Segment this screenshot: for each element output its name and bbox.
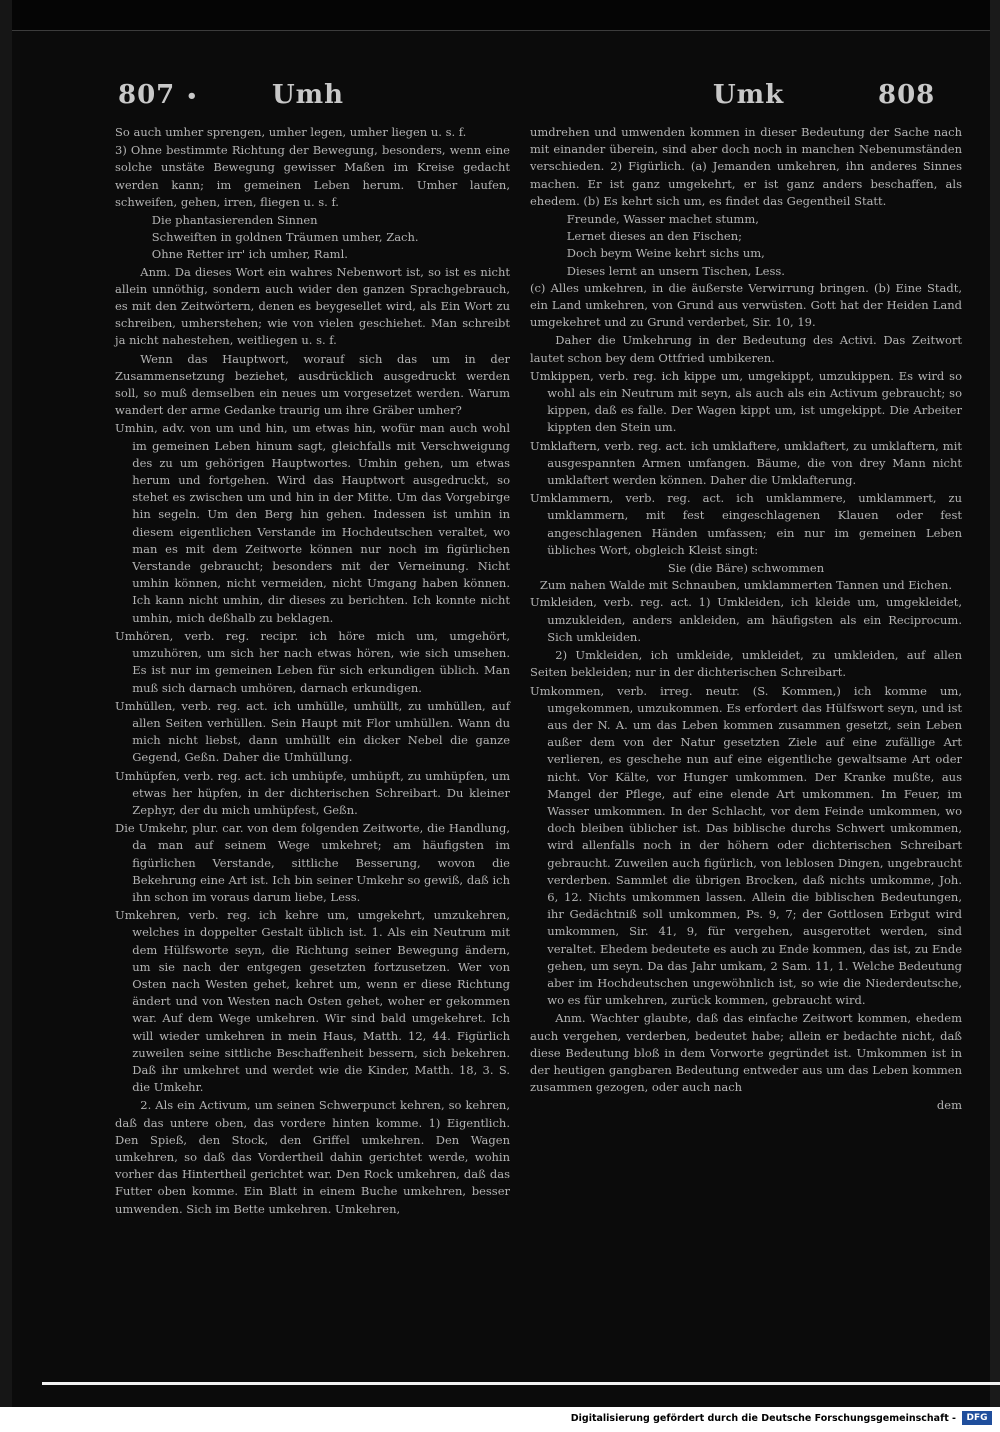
dictionary-entry: Umhüllen, verb. reg. act. ich umhülle, umhüllt, zu umhüllen, auf allen Seiten verhüllen. Sein Haupt mit Flor umhüllen. Wann du mich nicht liebst, dann umhüllt ein dicker Nebel die ganze Gegend, Geßn. Daher die Umhüllung. bbox=[115, 698, 510, 765]
bottom-rule bbox=[42, 1382, 1000, 1385]
verse-line: Lernet dieses an den Fischen; bbox=[566, 229, 742, 244]
verse-line: Doch beym Weine kehrt sichs um, bbox=[566, 246, 765, 261]
dictionary-entry: Umkehren, verb. reg. ich kehre um, umgekehrt, umzukehren, welches in doppelter Gestalt üblich ist. 1. Als ein Neutrum mit dem Hülfsworte seyn, die Richtung seiner Bewegung ändern, um sie nach der entgegen gesetzten fortzusetzen. Wer von Osten nach Westen gehet, kehret um, wenn er diese Richtung ändert und von Westen nach Osten gehet, woher er gekommen war. Auf dem Wege umkehren. Wir sind bald umgekehret. Ich will wieder umkehren in mein Haus, Matth. 12, 44. Figürlich zuweilen seine sittliche Beschaffenheit bessern, sich bekehren. Daß ihr umkehret und werdet wie die Kinder, Matth. 18, 3. S. die Umkehr. bbox=[115, 908, 510, 1095]
verse-line: Ohne Retter irr' ich umher, Raml. bbox=[151, 247, 348, 262]
right-page-number: 808 bbox=[878, 80, 936, 110]
paragraph: So auch umher sprengen, umher legen, umher liegen u. s. f. bbox=[115, 125, 467, 139]
paragraph: 2. Als ein Activum, um seinen Schwerpunct kehren, so kehren, daß das untere oben, das vordere hinten komme. 1) Eigentlich. Den Spieß, den Stock, den Griffel umkehren. Den Wagen umkehren, so daß das Vordertheil dahin gerichtet werde, wohin vorher das Hintertheil gerichtet war. Den Rock umkehren, daß das Futter oben komme. Ein Blatt in einem Buche umkehren, besser umwenden. Sich im Bette umkehren. Umkehren, bbox=[115, 1098, 510, 1216]
dictionary-entry: Umkleiden, verb. reg. act. 1) Umkleiden, ich kleide um, umgekleidet, umzukleiden, anders ankleiden, am häufigsten als ein Reciprocum. Sich umkleiden. bbox=[530, 595, 962, 644]
dictionary-entry: Umklammern, verb. reg. act. ich umklammere, umklammert, zu umklammern, mit fest eingeschlagenen Klauen oder fest angeschlagenen Händen umfassen; ein nur im gemeinen Leben übliches Wort, obgleich Kleist singt: bbox=[530, 491, 962, 557]
right-running-head: Umk bbox=[713, 80, 785, 110]
dfg-logo-icon: DFG bbox=[962, 1411, 992, 1425]
catchword: dem bbox=[936, 1098, 962, 1113]
annotation: Anm. Da dieses Wort ein wahres Nebenwort ist, so ist es nicht allein unnöthig, sondern auch wider den ganzen Sprachgebrauch, es mit den Zeitwörtern, denen es beygesellet wird, als Ein Wort zu schreiben, umherstehen; wie von vielen geschiehet. Man schreibt ja nicht nahestehen, weitliegen u. s. f. bbox=[115, 264, 510, 348]
verse-line: Schweiften in goldnen Träumen umher, Zach. bbox=[151, 230, 419, 245]
left-running-head: Umh bbox=[272, 80, 345, 110]
verse-line: Freunde, Wasser machet stumm, bbox=[566, 212, 759, 227]
dictionary-entry: Umkippen, verb. reg. ich kippe um, umgekippt, umzukippen. Es wird so wohl als ein Neutrum mit seyn, als auch als ein Activum gebraucht; so kippen, daß es falle. Der Wagen kippt um, ist umgekippt. Die Arbeiter kippten den Stein um. bbox=[530, 368, 962, 435]
paragraph: (c) Alles umkehren, in die äußerste Verwirrung bringen. (b) Eine Stadt, ein Land umkehren, von Grund aus verwüsten. Gott hat der Heiden Land umgekehret und zu Grund verderbet, Sir. 10, 19. bbox=[530, 280, 962, 330]
left-column bbox=[115, 124, 510, 1219]
verse-line: Dieses lernt an unsern Tischen, Less. bbox=[566, 263, 785, 278]
right-column bbox=[530, 124, 962, 1116]
dictionary-entry: Umkommen, verb. irreg. neutr. (S. Kommen,) ich komme um, umgekommen, umzukommen. Es erfordert das Hülfswort seyn, und ist aus der N. A. um das Leben kommen zusammen gesetzt, sein Leben außer dem von der Natur gesetzten Ziele auf eine zufällige Art verlieren, es geschehe nun auf eine eigentliche gewaltsame Art oder nicht. Vor Kälte, vor Hunger umkommen. Der Kranke mußte, aus Mangel der Pflege, auf eine elende Art umkommen. Im Feuer, im Wasser umkommen. In der Schlacht, vor dem Feinde umkommen, wo doch bleiben üblicher ist. Das biblische durchs Schwert umkommen, wird allenfalls noch in der höhern oder dichterischen Schreibart gebraucht. Zuweilen auch figürlich, von leblosen Dingen, ungebraucht verderben. Sammlet die übrigen Brocken, daß nichts umkomme, Joh. 6, 12. Nichts umkommen lassen. Allein die biblischen Bedeutungen, ihr Gedächtniß soll umkommen, Ps. 9, 7; der Gottlosen Erbgut wird umkommen, Sir. 41, 9, für vergehen, ausgerottet werden, sind veraltet. Ehedem bedeutete es auch zu Ende kommen, das ist, zu Ende gehen, um seyn. Da das Jahr umkam, 2 Sam. 11, 1. Welche Bedeutung aber im Hochdeutschen ungewöhnlich ist, so wie die Niederdeutsche, wo es für umkehren, zurück kommen, gebraucht wird. bbox=[530, 683, 963, 1008]
dictionary-entry: Umhören, verb. reg. recipr. ich höre mich um, umgehört, umzuhören, um sich her nach etwas hören, wie sich umsehen. Es ist nur im gemeinen Leben für sich erkundigen üblich. Man muß sich darnach umhören, darnach erkundigen. bbox=[115, 628, 510, 695]
dictionary-entry: Umhin, adv. von um und hin, um etwas hin, wofür man auch wohl im gemeinen Leben hinum sagt, gleichfalls mit Verschweigung des zu um gehörigen Hauptwortes. Umhin gehen, um etwas herum und fortgehen. Wird das Hauptwort ausgedruckt, so stehet es zwischen um und hin in der Mitte. Um das Vorgebirge hin segeln. Um den Berg hin gehen. Indessen ist umhin in diesem eigentlichen Verstande im Hochdeutschen veraltet, wo man es mit dem Zeitworte können nur noch im figürlichen Verstande gebraucht; besonders mit der Verneinung. Nicht umhin können, nicht vermeiden, nicht Umgang haben können. Ich kann nicht umhin, dir dieses zu berichten. Ich konnte nicht umhin, mich deßhalb zu beklagen. bbox=[115, 421, 510, 625]
scan-left-edge bbox=[0, 0, 12, 1432]
dictionary-entry: Die Umkehr, plur. car. von dem folgenden Zeitworte, die Handlung, da man auf seinem Wege umkehret; am häufigsten im figürlichen Verstande, sittliche Besserung, wovon die Bekehrung eine Art ist. Ich bin seiner Umkehr so gewiß, daß ich ihn schon im voraus darum liebe, Less. bbox=[115, 821, 510, 904]
annotation: Anm. Wachter glaubte, daß das einfache Zeitwort kommen, ehedem auch vergehen, verderben, bedeutet habe; allein er bedachte nicht, daß diese Bedeutung bloß in dem Vorworte gegründet ist. Umkommen ist in der heutigen gangbaren Bedeutung entweder aus um das Leben kommen zusammen gezogen, oder auch nach bbox=[530, 1011, 962, 1095]
scan-right-edge bbox=[990, 0, 1000, 1432]
left-page-number: 807 bbox=[118, 80, 176, 110]
header-ornament: • bbox=[186, 86, 199, 107]
paragraph: 2) Umkleiden, ich umkleide, umkleidet, zu umkleiden, auf allen Seiten bekleiden; nur in der dichterischen Schreibart. bbox=[530, 648, 962, 680]
verse-line: Die phantasierenden Sinnen bbox=[151, 213, 318, 228]
paragraph: 3) Ohne bestimmte Richtung der Bewegung, besonders, wenn eine solche unstäte Bewegung gewisser Maßen im Kreise gedacht werden kann; im gemeinen Leben herum. Umher laufen, schweifen, gehen, irren, fliegen u. s. f. bbox=[115, 143, 510, 209]
verse-line: Zum nahen Walde mit Schnauben, umklammerten Tannen und Eichen. bbox=[539, 578, 953, 593]
funding-credit: Digitalisierung gefördert durch die Deutsche Forschungsgemeinschaft - bbox=[570, 1413, 956, 1424]
paragraph: Daher die Umkehrung in der Bedeutung des Activi. Das Zeitwort lautet schon bey dem Ottfried umbikeren. bbox=[530, 333, 962, 365]
paragraph: Wenn das Hauptwort, worauf sich das um in der Zusammensetzung beziehet, ausdrücklich ausgedruckt werden soll, so muß demselben ein neues um vorgesetzet werden. Warum wandert der arme Gedanke traurig um ihre Gräber umher? bbox=[115, 351, 510, 418]
dictionary-entry: Umklaftern, verb. reg. act. ich umklaftere, umklaftert, zu umklaftern, mit ausgespannten Armen umfangen. Bäume, die von drey Mann nicht umklaftert werden können. Daher die Umklafterung. bbox=[530, 438, 962, 488]
dictionary-entry: Umhüpfen, verb. reg. act. ich umhüpfe, umhüpft, zu umhüpfen, um etwas her hüpfen, in der dichterischen Schreibart. Du kleiner Zephyr, der du mich umhüpfest, Geßn. bbox=[115, 768, 510, 817]
scan-top-edge bbox=[0, 0, 1000, 31]
verse-line: Sie (die Bäre) schwommen bbox=[667, 561, 825, 576]
paragraph: umdrehen und umwenden kommen in dieser Bedeutung der Sache nach mit einander überein, sind aber doch noch in manchen Nebenumständen verschieden. 2) Figürlich. (a) Jemanden umkehren, ihn anderes Sinnes machen. Er ist ganz umgekehrt, er ist ganz anders beschaffen, als ehedem. (b) Es kehrt sich um, es findet das Gegentheil Statt. bbox=[530, 125, 962, 208]
